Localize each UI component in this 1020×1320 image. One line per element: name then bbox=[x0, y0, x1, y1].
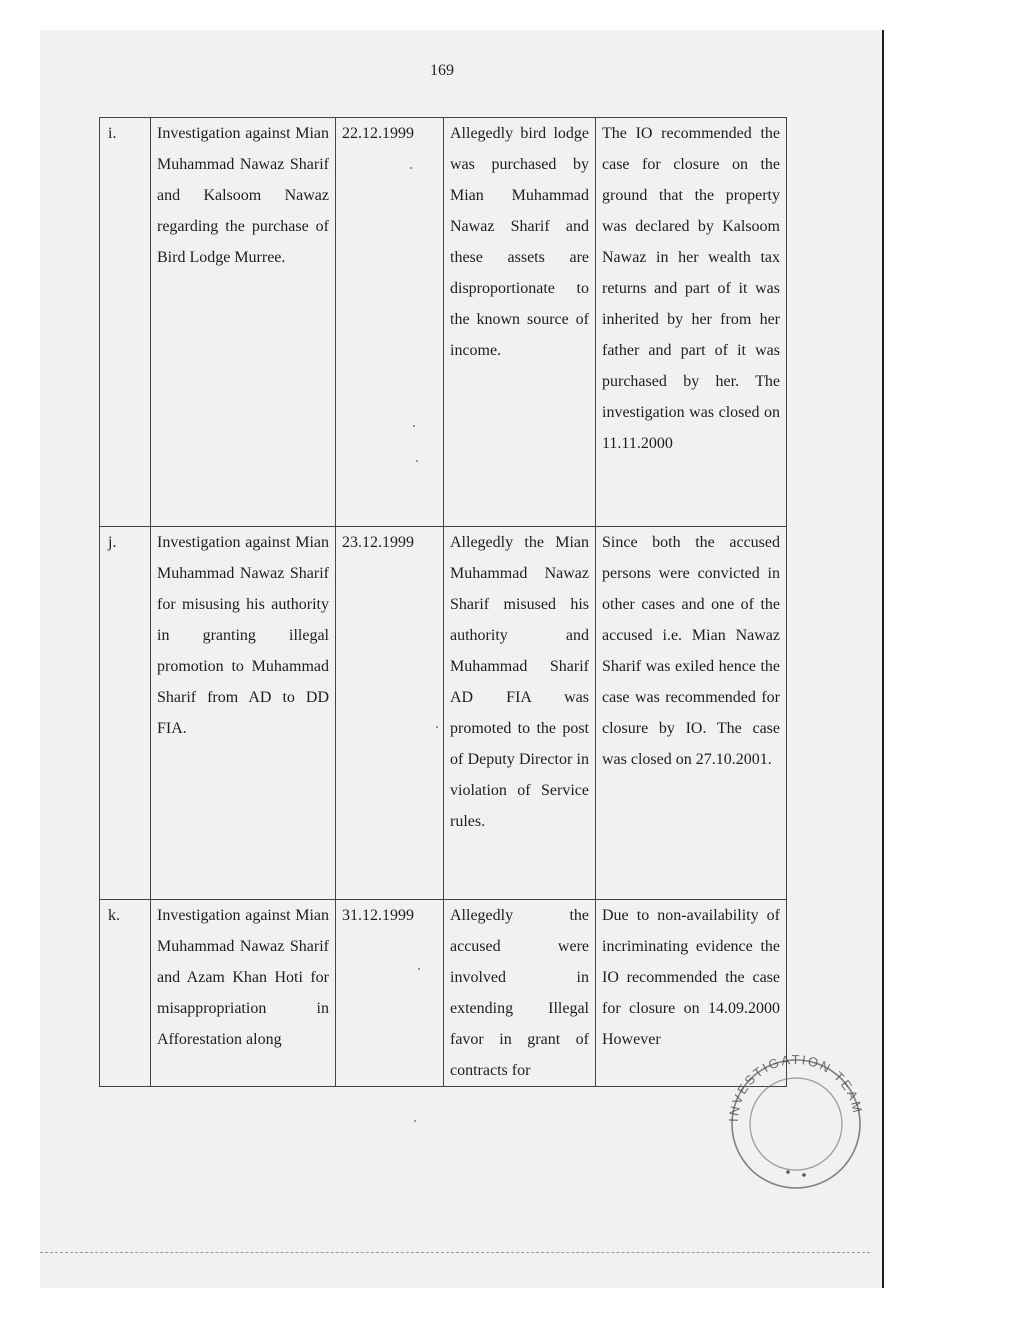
table-row bbox=[100, 527, 787, 900]
allegation-cell: Allegedly the accused were involved in extending Illegal favor in grant of contracts for bbox=[444, 900, 596, 1087]
dust-speck bbox=[418, 968, 420, 970]
dust-speck bbox=[410, 167, 412, 169]
allegation-cell: Allegedly bird lodge was purchased by Mian Muhammad Nawaz Sharif and these assets are disproportionate to the known source of income. bbox=[444, 118, 596, 527]
description-cell: Investigation against Mian Muhammad Nawaz Sharif and Kalsoom Nawaz regarding the purchase of Bird Lodge Murree. bbox=[151, 118, 336, 527]
table-row bbox=[100, 118, 787, 527]
description-cell: Investigation against Mian Muhammad Nawaz Sharif for misusing his authority in granting illegal promotion to Muhammad Sharif from AD to DD FIA. bbox=[151, 527, 336, 900]
date-cell: 23.12.1999 bbox=[336, 527, 444, 900]
dust-speck bbox=[416, 460, 418, 462]
records-table bbox=[99, 117, 787, 1087]
page-fold-line bbox=[40, 1252, 870, 1254]
serial-cell: k. bbox=[100, 900, 151, 1087]
serial-cell: i. bbox=[100, 118, 151, 527]
dust-speck bbox=[436, 726, 438, 728]
date-cell: 22.12.1999 bbox=[336, 118, 444, 527]
description-cell: Investigation against Mian Muhammad Nawaz Sharif and Azam Khan Hoti for misappropriation in Afforestation along bbox=[151, 900, 336, 1087]
stamp-text: INVESTIGATION TEAM bbox=[725, 1051, 866, 1123]
status-cell: The IO recommended the case for closure on the ground that the property was declared by Kalsoom Nawaz in her wealth tax returns and part of it was inherited by her from her father and part of it was purchased by her. The investigation was closed on 11.11.2000 bbox=[596, 118, 787, 527]
table-row bbox=[100, 900, 787, 1087]
status-cell: Due to non-availability of incriminating evidence the IO recommended the case for closure on 14.09.2000 However bbox=[596, 900, 787, 1087]
date-cell: 31.12.1999 bbox=[336, 900, 444, 1087]
allegation-cell: Allegedly the Mian Muhammad Nawaz Sharif misused his authority and Muhammad Sharif AD FIA was promoted to the post of Deputy Director in violation of Service rules. bbox=[444, 527, 596, 900]
dust-speck bbox=[413, 425, 415, 427]
status-cell: Since both the accused persons were convicted in other cases and one of the accused i.e. Mian Nawaz Sharif was exiled hence the case was recommended for closure by IO. The case was closed on 27.10.2001. bbox=[596, 527, 787, 900]
serial-cell: j. bbox=[100, 527, 151, 900]
page-number: 169 bbox=[430, 62, 454, 79]
dust-speck bbox=[414, 1120, 416, 1122]
svg-text:INVESTIGATION TEAM bbox=[726, 1052, 866, 1122]
investigation-team-stamp bbox=[716, 1044, 876, 1194]
